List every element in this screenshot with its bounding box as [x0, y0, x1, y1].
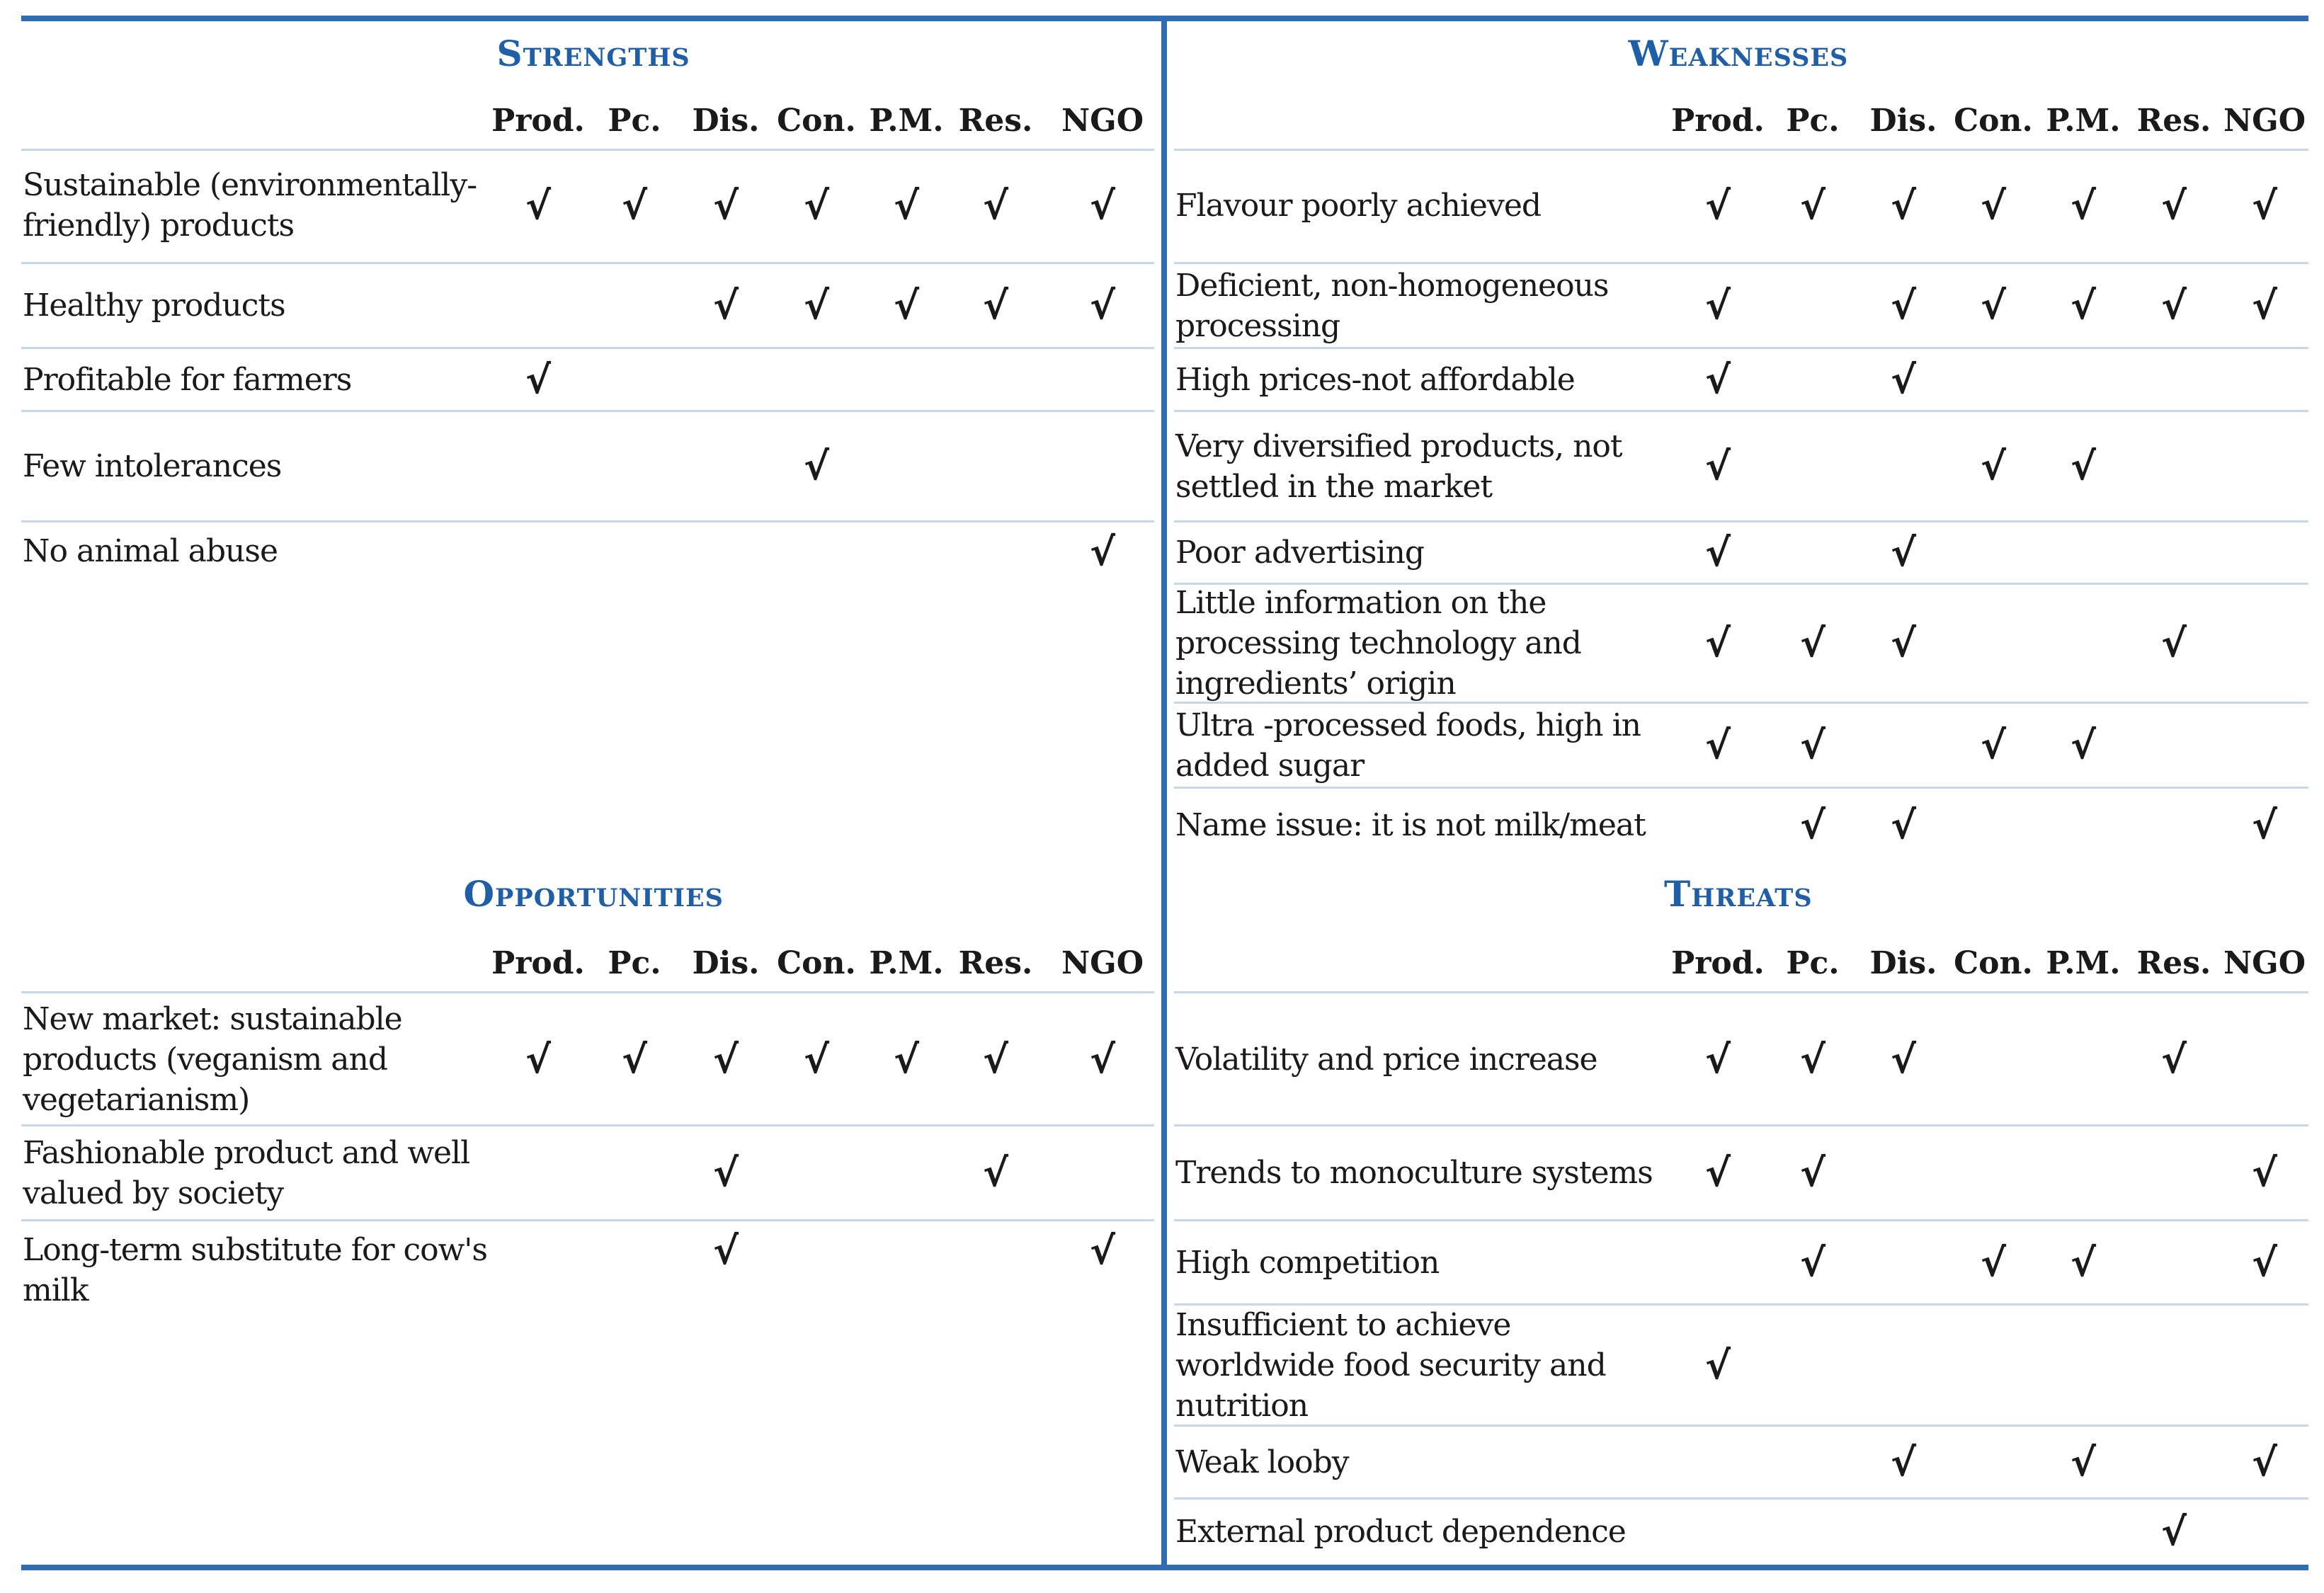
threats-row-label: High competition: [1175, 1244, 1440, 1281]
threats-row: [1174, 1427, 2308, 1500]
column-header-dis: Dis.: [692, 102, 760, 139]
check-mark-ngo: √: [1089, 1228, 1116, 1273]
check-mark-pc: √: [1799, 1240, 1826, 1285]
check-mark-dis: √: [1890, 283, 1917, 328]
check-mark-dis: √: [1890, 621, 1917, 666]
check-mark-prod: √: [1704, 357, 1731, 402]
check-mark-ngo: √: [2251, 1240, 2278, 1285]
opportunities-row-label: Long-term substitute for cow's milk: [23, 1232, 487, 1308]
opportunities-title-text: Opportunities: [463, 872, 724, 915]
threats-row-label: Volatility and price increase: [1175, 1041, 1597, 1078]
opportunities-row-label: New market: sustainable products (veganism and vegetarianism): [23, 1000, 402, 1118]
check-mark-dis: √: [1890, 530, 1917, 575]
check-mark-dis: √: [712, 183, 739, 228]
weaknesses-row-label: Ultra -processed foods, high in added sugar: [1175, 707, 1641, 784]
check-mark-res: √: [982, 1037, 1009, 1082]
check-mark-dis: √: [1890, 1037, 1917, 1082]
check-mark-ngo: √: [2251, 283, 2278, 328]
check-mark-con: √: [803, 1037, 830, 1082]
opportunities-section: [21, 0, 1154, 1593]
threats-row: [1174, 1126, 2308, 1221]
column-header-con: Con.: [777, 944, 856, 981]
check-mark-prod: √: [1704, 444, 1731, 489]
check-mark-prod: √: [1704, 283, 1731, 328]
check-mark-pc: √: [621, 1037, 648, 1082]
threats-row-label: Insufficient to achieve worldwide food security and nutrition: [1175, 1306, 1606, 1424]
opportunities-row: [21, 1126, 1154, 1221]
check-mark-ngo: √: [1089, 283, 1116, 328]
weaknesses-row-label: Deficient, non-homogeneous processing: [1175, 267, 1609, 344]
check-mark-con: √: [1980, 723, 2007, 767]
check-mark-prod: √: [1704, 1037, 1731, 1082]
threats-section: [1174, 0, 2308, 1593]
check-mark-dis: √: [712, 1228, 739, 1273]
check-mark-pc: √: [621, 183, 648, 228]
check-mark-con: √: [1980, 1240, 2007, 1285]
column-header-pm: P.M.: [2046, 944, 2121, 981]
check-mark-ngo: √: [1089, 1037, 1116, 1082]
column-header-ngo: NGO: [1061, 944, 1144, 981]
check-mark-ngo: √: [2251, 1439, 2278, 1485]
check-mark-con: √: [1980, 183, 2007, 228]
check-mark-res: √: [982, 1150, 1009, 1195]
check-mark-prod: √: [1704, 621, 1731, 666]
check-mark-pm: √: [893, 183, 920, 228]
check-mark-dis: √: [1890, 1439, 1917, 1485]
check-mark-con: √: [803, 183, 830, 228]
check-mark-prod: √: [525, 1037, 552, 1082]
threats-title: [1174, 862, 2308, 925]
check-mark-ngo: √: [2251, 183, 2278, 228]
column-header-ngo: NGO: [2223, 944, 2306, 981]
weaknesses-row-label: Little information on the processing technology and ingredients’ origin: [1175, 585, 1581, 702]
column-header-ngo: NGO: [2223, 102, 2306, 139]
check-mark-res: √: [2160, 183, 2187, 228]
threats-row-label: External product dependence: [1175, 1513, 1626, 1550]
check-mark-res: √: [2160, 1037, 2187, 1082]
check-mark-dis: √: [712, 1037, 739, 1082]
opportunities-title: [21, 862, 1154, 925]
strengths-row-label: Sustainable (environmentally- friendly) products: [23, 167, 477, 244]
threats-column-header: [1174, 935, 2308, 993]
check-mark-res: √: [2160, 1509, 2187, 1554]
check-mark-prod: √: [1704, 1150, 1731, 1195]
column-header-prod: Prod.: [1671, 944, 1765, 981]
check-mark-con: √: [1980, 444, 2007, 489]
column-header-dis: Dis.: [1869, 102, 1937, 139]
strengths-row-label: No animal abuse: [23, 533, 278, 569]
opportunities-column-header: [21, 935, 1154, 993]
threats-row-label: Weak looby: [1175, 1444, 1349, 1480]
check-mark-pc: √: [1799, 621, 1826, 666]
check-mark-pc: √: [1799, 1037, 1826, 1082]
check-mark-pm: √: [893, 283, 920, 328]
column-header-res: Res.: [2136, 102, 2211, 139]
check-mark-res: √: [982, 183, 1009, 228]
check-mark-dis: √: [712, 1150, 739, 1195]
check-mark-pm: √: [893, 1037, 920, 1082]
check-mark-con: √: [1980, 283, 2007, 328]
strengths-row-label: Few intolerances: [23, 448, 282, 484]
weaknesses-row-label: Flavour poorly achieved: [1175, 187, 1542, 224]
check-mark-prod: √: [1704, 723, 1731, 767]
column-header-dis: Dis.: [692, 944, 760, 981]
column-header-pc: Pc.: [1786, 102, 1840, 139]
check-mark-pc: √: [1799, 723, 1826, 767]
column-header-con: Con.: [777, 102, 856, 139]
threats-row: [1174, 1500, 2308, 1563]
check-mark-prod: √: [1704, 530, 1731, 575]
weaknesses-title-text: Weaknesses: [1628, 32, 1849, 74]
check-mark-ngo: √: [1089, 530, 1116, 574]
column-header-prod: Prod.: [1671, 102, 1765, 139]
check-mark-pc: √: [1799, 183, 1826, 228]
check-mark-pm: √: [2070, 283, 2097, 328]
check-mark-pm: √: [2070, 723, 2097, 767]
check-mark-prod: √: [525, 357, 552, 402]
check-mark-res: √: [2160, 283, 2187, 328]
check-mark-prod: √: [525, 183, 552, 228]
threats-row: [1174, 994, 2308, 1126]
column-header-con: Con.: [1954, 102, 2033, 139]
opportunities-row: [21, 1221, 1154, 1313]
column-header-prod: Prod.: [491, 102, 585, 139]
check-mark-dis: √: [1890, 183, 1917, 228]
column-header-pc: Pc.: [1786, 944, 1840, 981]
check-mark-prod: √: [1704, 1342, 1731, 1388]
strengths-row-label: Healthy products: [23, 287, 285, 324]
column-header-res: Res.: [958, 944, 1033, 981]
opportunities-row: [21, 994, 1154, 1126]
check-mark-dis: √: [1890, 357, 1917, 402]
weaknesses-row-label: Very diversified products, not settled in the market: [1175, 428, 1622, 505]
check-mark-pm: √: [2070, 183, 2097, 228]
check-mark-pm: √: [2070, 1439, 2097, 1485]
column-header-res: Res.: [958, 102, 1033, 139]
check-mark-ngo: √: [2251, 803, 2278, 847]
check-mark-prod: √: [1704, 183, 1731, 228]
center-divider: [1161, 16, 1167, 1570]
weaknesses-row-label: Name issue: it is not milk/meat: [1175, 807, 1646, 843]
check-mark-pc: √: [1799, 803, 1826, 847]
weaknesses-row-label: Poor advertising: [1175, 535, 1425, 571]
threats-title-text: Threats: [1664, 872, 1813, 915]
column-header-pm: P.M.: [869, 102, 944, 139]
column-header-pm: P.M.: [869, 944, 944, 981]
column-header-pm: P.M.: [2046, 102, 2121, 139]
check-mark-pm: √: [2070, 1240, 2097, 1285]
column-header-pc: Pc.: [608, 944, 661, 981]
weaknesses-row-label: High prices-not affordable: [1175, 361, 1575, 398]
check-mark-pm: √: [2070, 444, 2097, 489]
check-mark-con: √: [803, 444, 830, 489]
column-header-dis: Dis.: [1869, 944, 1937, 981]
column-header-con: Con.: [1954, 944, 2033, 981]
check-mark-res: √: [982, 283, 1009, 328]
threats-row: [1174, 1221, 2308, 1306]
check-mark-res: √: [2160, 621, 2187, 666]
strengths-row-label: Profitable for farmers: [23, 361, 352, 398]
column-header-pc: Pc.: [608, 102, 661, 139]
check-mark-ngo: √: [2251, 1150, 2278, 1195]
threats-row: [1174, 1306, 2308, 1427]
column-header-res: Res.: [2136, 944, 2211, 981]
opportunities-row-label: Fashionable product and well valued by society: [23, 1134, 470, 1211]
check-mark-con: √: [803, 283, 830, 328]
column-header-ngo: NGO: [1061, 102, 1144, 139]
strengths-title-text: Strengths: [496, 32, 690, 74]
threats-row-label: Trends to monoculture systems: [1175, 1155, 1653, 1191]
check-mark-dis: √: [1890, 803, 1917, 847]
check-mark-pc: √: [1799, 1150, 1826, 1195]
check-mark-ngo: √: [1089, 183, 1116, 228]
column-header-prod: Prod.: [491, 944, 585, 981]
check-mark-dis: √: [712, 283, 739, 328]
